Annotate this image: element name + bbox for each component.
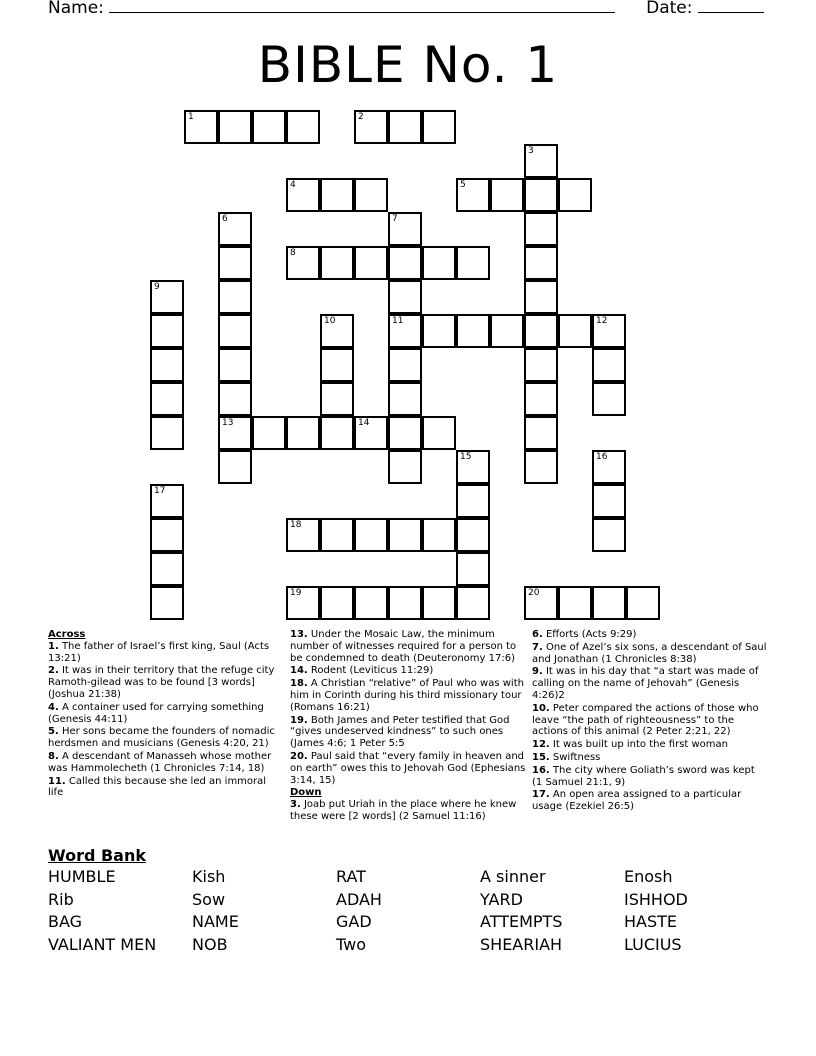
grid-cell[interactable] xyxy=(388,246,422,280)
grid-cell[interactable] xyxy=(422,586,456,620)
grid-cell[interactable] xyxy=(388,382,422,416)
cell-number: 18 xyxy=(290,520,302,530)
grid-cell[interactable] xyxy=(456,586,490,620)
grid-cell[interactable] xyxy=(218,314,252,348)
grid-cell[interactable] xyxy=(320,246,354,280)
clue-down-10: 10. Peter compared the actions of those who leave “the path of righteousness” to the actions of this animal (2 Peter 2:21, 22) xyxy=(532,702,759,738)
grid-cell[interactable] xyxy=(558,178,592,212)
grid-cell[interactable] xyxy=(388,280,422,314)
grid-cell[interactable] xyxy=(388,450,422,484)
cell-number: 8 xyxy=(290,248,296,258)
clue-down-6: 6. Efforts (Acts 9:29) xyxy=(532,629,637,640)
grid-cell[interactable] xyxy=(592,450,626,484)
grid-cell[interactable] xyxy=(150,280,184,314)
cell-number: 16 xyxy=(596,452,608,462)
grid-cell[interactable] xyxy=(218,110,252,144)
grid-cell[interactable] xyxy=(150,348,184,382)
word-bank-item: Enosh xyxy=(624,867,673,886)
cell-number: 1 xyxy=(188,112,194,122)
grid-cell[interactable] xyxy=(524,416,558,450)
grid-cell[interactable] xyxy=(388,518,422,552)
word-bank-item: ISHHOD xyxy=(624,890,688,909)
grid-cell[interactable] xyxy=(388,586,422,620)
clue-across-2: 2. It was in their territory that the refuge city Ramoth-gilead was to be found [3 words] (Joshua 21:38) xyxy=(48,665,275,700)
grid-cell[interactable] xyxy=(524,382,558,416)
grid-cell[interactable] xyxy=(456,450,490,484)
grid-cell[interactable] xyxy=(388,314,422,348)
cell-number: 13 xyxy=(222,418,234,428)
clue-across-19: 19. Both James and Peter testified that God “gives undeserved kindness” to such ones (James 4:6; 1 Peter 5:5 xyxy=(290,714,510,750)
cell-number: 4 xyxy=(290,180,296,190)
grid-cell[interactable] xyxy=(150,586,184,620)
clue-column-3 xyxy=(532,629,768,814)
date-label: Date: xyxy=(646,0,693,18)
cell-number: 19 xyxy=(290,588,302,598)
word-bank-item: A sinner xyxy=(480,867,546,886)
clue-down-12: 12. It was built up into the first woman xyxy=(532,739,729,751)
clue-across-4: 4. A container used for carrying something (Genesis 44:11) xyxy=(48,701,264,725)
name-label: Name: xyxy=(48,0,104,18)
grid-cell[interactable] xyxy=(456,246,490,280)
grid-cell[interactable] xyxy=(354,246,388,280)
grid-cell[interactable] xyxy=(218,348,252,382)
grid-cell[interactable] xyxy=(286,586,320,620)
grid-cell[interactable] xyxy=(218,212,252,246)
grid-cell[interactable] xyxy=(388,110,422,144)
grid-cell[interactable] xyxy=(354,518,388,552)
grid-cell[interactable] xyxy=(422,314,456,348)
grid-cell[interactable] xyxy=(354,110,388,144)
clue-column-1 xyxy=(48,629,284,800)
word-bank-item: BAG xyxy=(48,912,83,931)
cell-number: 20 xyxy=(528,588,540,598)
grid-cell[interactable] xyxy=(524,144,558,178)
word-bank-item: NOB xyxy=(192,935,228,954)
clue-down-3: 3. Joab put Uriah in the place where he knew these were [2 words] (2 Samuel 11:16) xyxy=(290,799,517,822)
grid-cell[interactable] xyxy=(320,382,354,416)
grid-cell[interactable] xyxy=(388,416,422,450)
grid-cell[interactable] xyxy=(150,518,184,552)
word-bank-item: Two xyxy=(336,935,366,954)
word-bank-item: ATTEMPTS xyxy=(480,912,563,931)
grid-cell[interactable] xyxy=(456,484,490,518)
grid-cell[interactable] xyxy=(218,246,252,280)
grid-cell[interactable] xyxy=(524,586,558,620)
grid-cell[interactable] xyxy=(592,382,626,416)
grid-cell[interactable] xyxy=(524,348,558,382)
grid-cell[interactable] xyxy=(320,416,354,450)
clue-across-18: 18. A Christian “relative” of Paul who was with him in Corinth during his third missionary tour (Romans 16:21) xyxy=(290,678,524,713)
cell-number: 3 xyxy=(528,146,534,156)
grid-cell[interactable] xyxy=(286,416,320,450)
clue-across-5: 5. Her sons became the founders of nomadic herdsmen and musicians (Genesis 4:20, 21) xyxy=(48,726,275,750)
grid-cell[interactable] xyxy=(150,416,184,450)
clue-down-16: 16. The city where Goliath’s sword was kept (1 Samuel 21:1, 9) xyxy=(532,764,755,788)
grid-cell[interactable] xyxy=(252,110,286,144)
grid-cell[interactable] xyxy=(524,280,558,314)
word-bank-item: Sow xyxy=(192,890,226,909)
grid-cell[interactable] xyxy=(592,518,626,552)
cell-number: 15 xyxy=(460,452,472,462)
grid-cell[interactable] xyxy=(524,178,558,212)
grid-cell[interactable] xyxy=(286,110,320,144)
grid-cell[interactable] xyxy=(422,416,456,450)
grid-cell[interactable] xyxy=(456,178,490,212)
word-bank-item: HASTE xyxy=(624,912,678,931)
clue-down-17: 17. An open area assigned to a particular usage (Ezekiel 26:5) xyxy=(532,789,742,813)
grid-cell[interactable] xyxy=(558,314,592,348)
grid-cell[interactable] xyxy=(286,518,320,552)
across-heading: Across xyxy=(48,629,86,640)
grid-cell[interactable] xyxy=(456,518,490,552)
cell-number: 5 xyxy=(460,180,466,190)
grid-cell[interactable] xyxy=(388,348,422,382)
cell-number: 6 xyxy=(222,214,228,224)
grid-cell[interactable] xyxy=(354,178,388,212)
word-bank-item: SHEARIAH xyxy=(480,935,563,954)
grid-cell[interactable] xyxy=(422,518,456,552)
grid-cell[interactable] xyxy=(422,246,456,280)
cell-number: 9 xyxy=(154,282,160,292)
cell-number: 14 xyxy=(358,418,370,428)
grid-cell[interactable] xyxy=(218,382,252,416)
grid-cell[interactable] xyxy=(388,212,422,246)
clue-across-13: 13. Under the Mosaic Law, the minimum number of witnesses required for a person to be condemned to death (Deuteronomy 17:6) xyxy=(290,629,517,664)
grid-cell[interactable] xyxy=(320,348,354,382)
cell-number: 17 xyxy=(154,486,166,496)
word-bank-item: RAT xyxy=(336,867,366,886)
grid-cell[interactable] xyxy=(320,586,354,620)
word-bank-item: ADAH xyxy=(336,890,382,909)
grid-cell[interactable] xyxy=(218,416,252,450)
word-bank-item: Kish xyxy=(192,867,226,886)
grid-cell[interactable] xyxy=(592,586,626,620)
clue-across-11: 11. Called this because she led an immoral life xyxy=(48,775,267,799)
cell-number: 2 xyxy=(358,112,364,122)
grid-cell[interactable] xyxy=(252,416,286,450)
grid-cell[interactable] xyxy=(286,246,320,280)
clue-across-8: 8. A descendant of Manasseh whose mother was Hammolecheth (1 Chronicles 7:14, 18) xyxy=(48,750,272,774)
word-bank-item: YARD xyxy=(480,890,523,909)
grid-cell[interactable] xyxy=(320,178,354,212)
word-bank-item: NAME xyxy=(192,912,239,931)
grid-cell[interactable] xyxy=(150,484,184,518)
grid-cell[interactable] xyxy=(592,348,626,382)
grid-cell[interactable] xyxy=(184,110,218,144)
grid-cell[interactable] xyxy=(218,280,252,314)
cell-number: 11 xyxy=(392,316,404,326)
word-bank-item: HUMBLE xyxy=(48,867,116,886)
grid-cell[interactable] xyxy=(150,382,184,416)
grid-cell[interactable] xyxy=(320,314,354,348)
grid-cell[interactable] xyxy=(150,552,184,586)
grid-cell[interactable] xyxy=(422,110,456,144)
cell-number: 12 xyxy=(596,316,608,326)
grid-cell[interactable] xyxy=(456,314,490,348)
word-bank-item: GAD xyxy=(336,912,372,931)
cell-number: 10 xyxy=(324,316,336,326)
grid-cell[interactable] xyxy=(490,314,524,348)
word-bank-title: Word Bank xyxy=(48,846,147,865)
clue-across-20: 20. Paul said that “every family in heaven and on earth” owes this to Jehovah God (Ephesians 3:14, 15) xyxy=(290,750,526,786)
grid-cell[interactable] xyxy=(524,450,558,484)
clue-down-9: 9. It was in his day that “a start was made of calling on the name of Jehovah” (Genesis 4:26)2 xyxy=(532,666,759,701)
page-title: BIBLE No. 1 xyxy=(257,36,559,94)
grid-cell[interactable] xyxy=(354,586,388,620)
word-bank-item: VALIANT MEN xyxy=(48,935,157,954)
word-bank-item: LUCIUS xyxy=(624,935,682,954)
grid-cell[interactable] xyxy=(592,314,626,348)
grid-cell[interactable] xyxy=(218,450,252,484)
clue-down-15: 15. Swiftness xyxy=(532,751,601,763)
grid-cell[interactable] xyxy=(456,552,490,586)
grid-cell[interactable] xyxy=(490,178,524,212)
grid-cell[interactable] xyxy=(524,212,558,246)
grid-cell[interactable] xyxy=(354,416,388,450)
cell-number: 7 xyxy=(392,214,398,224)
grid-cell[interactable] xyxy=(286,178,320,212)
grid-cell[interactable] xyxy=(320,518,354,552)
grid-cell[interactable] xyxy=(558,586,592,620)
down-heading: Down xyxy=(290,787,322,799)
clue-across-14: 14. Rodent (Leviticus 11:29) xyxy=(290,665,434,677)
clue-across-1: 1. The father of Israel’s first king, Saul (Acts 13:21) xyxy=(48,640,270,664)
grid-cell[interactable] xyxy=(150,314,184,348)
grid-cell[interactable] xyxy=(524,246,558,280)
clue-column-2 xyxy=(290,629,526,824)
grid-cell[interactable] xyxy=(626,586,660,620)
grid-cell[interactable] xyxy=(524,314,558,348)
clue-down-7: 7. One of Azel’s six sons, a descendant of Saul and Jonathan (1 Chronicles 8:38) xyxy=(532,641,767,665)
word-bank-item: Rib xyxy=(48,890,74,909)
grid-cell[interactable] xyxy=(592,484,626,518)
